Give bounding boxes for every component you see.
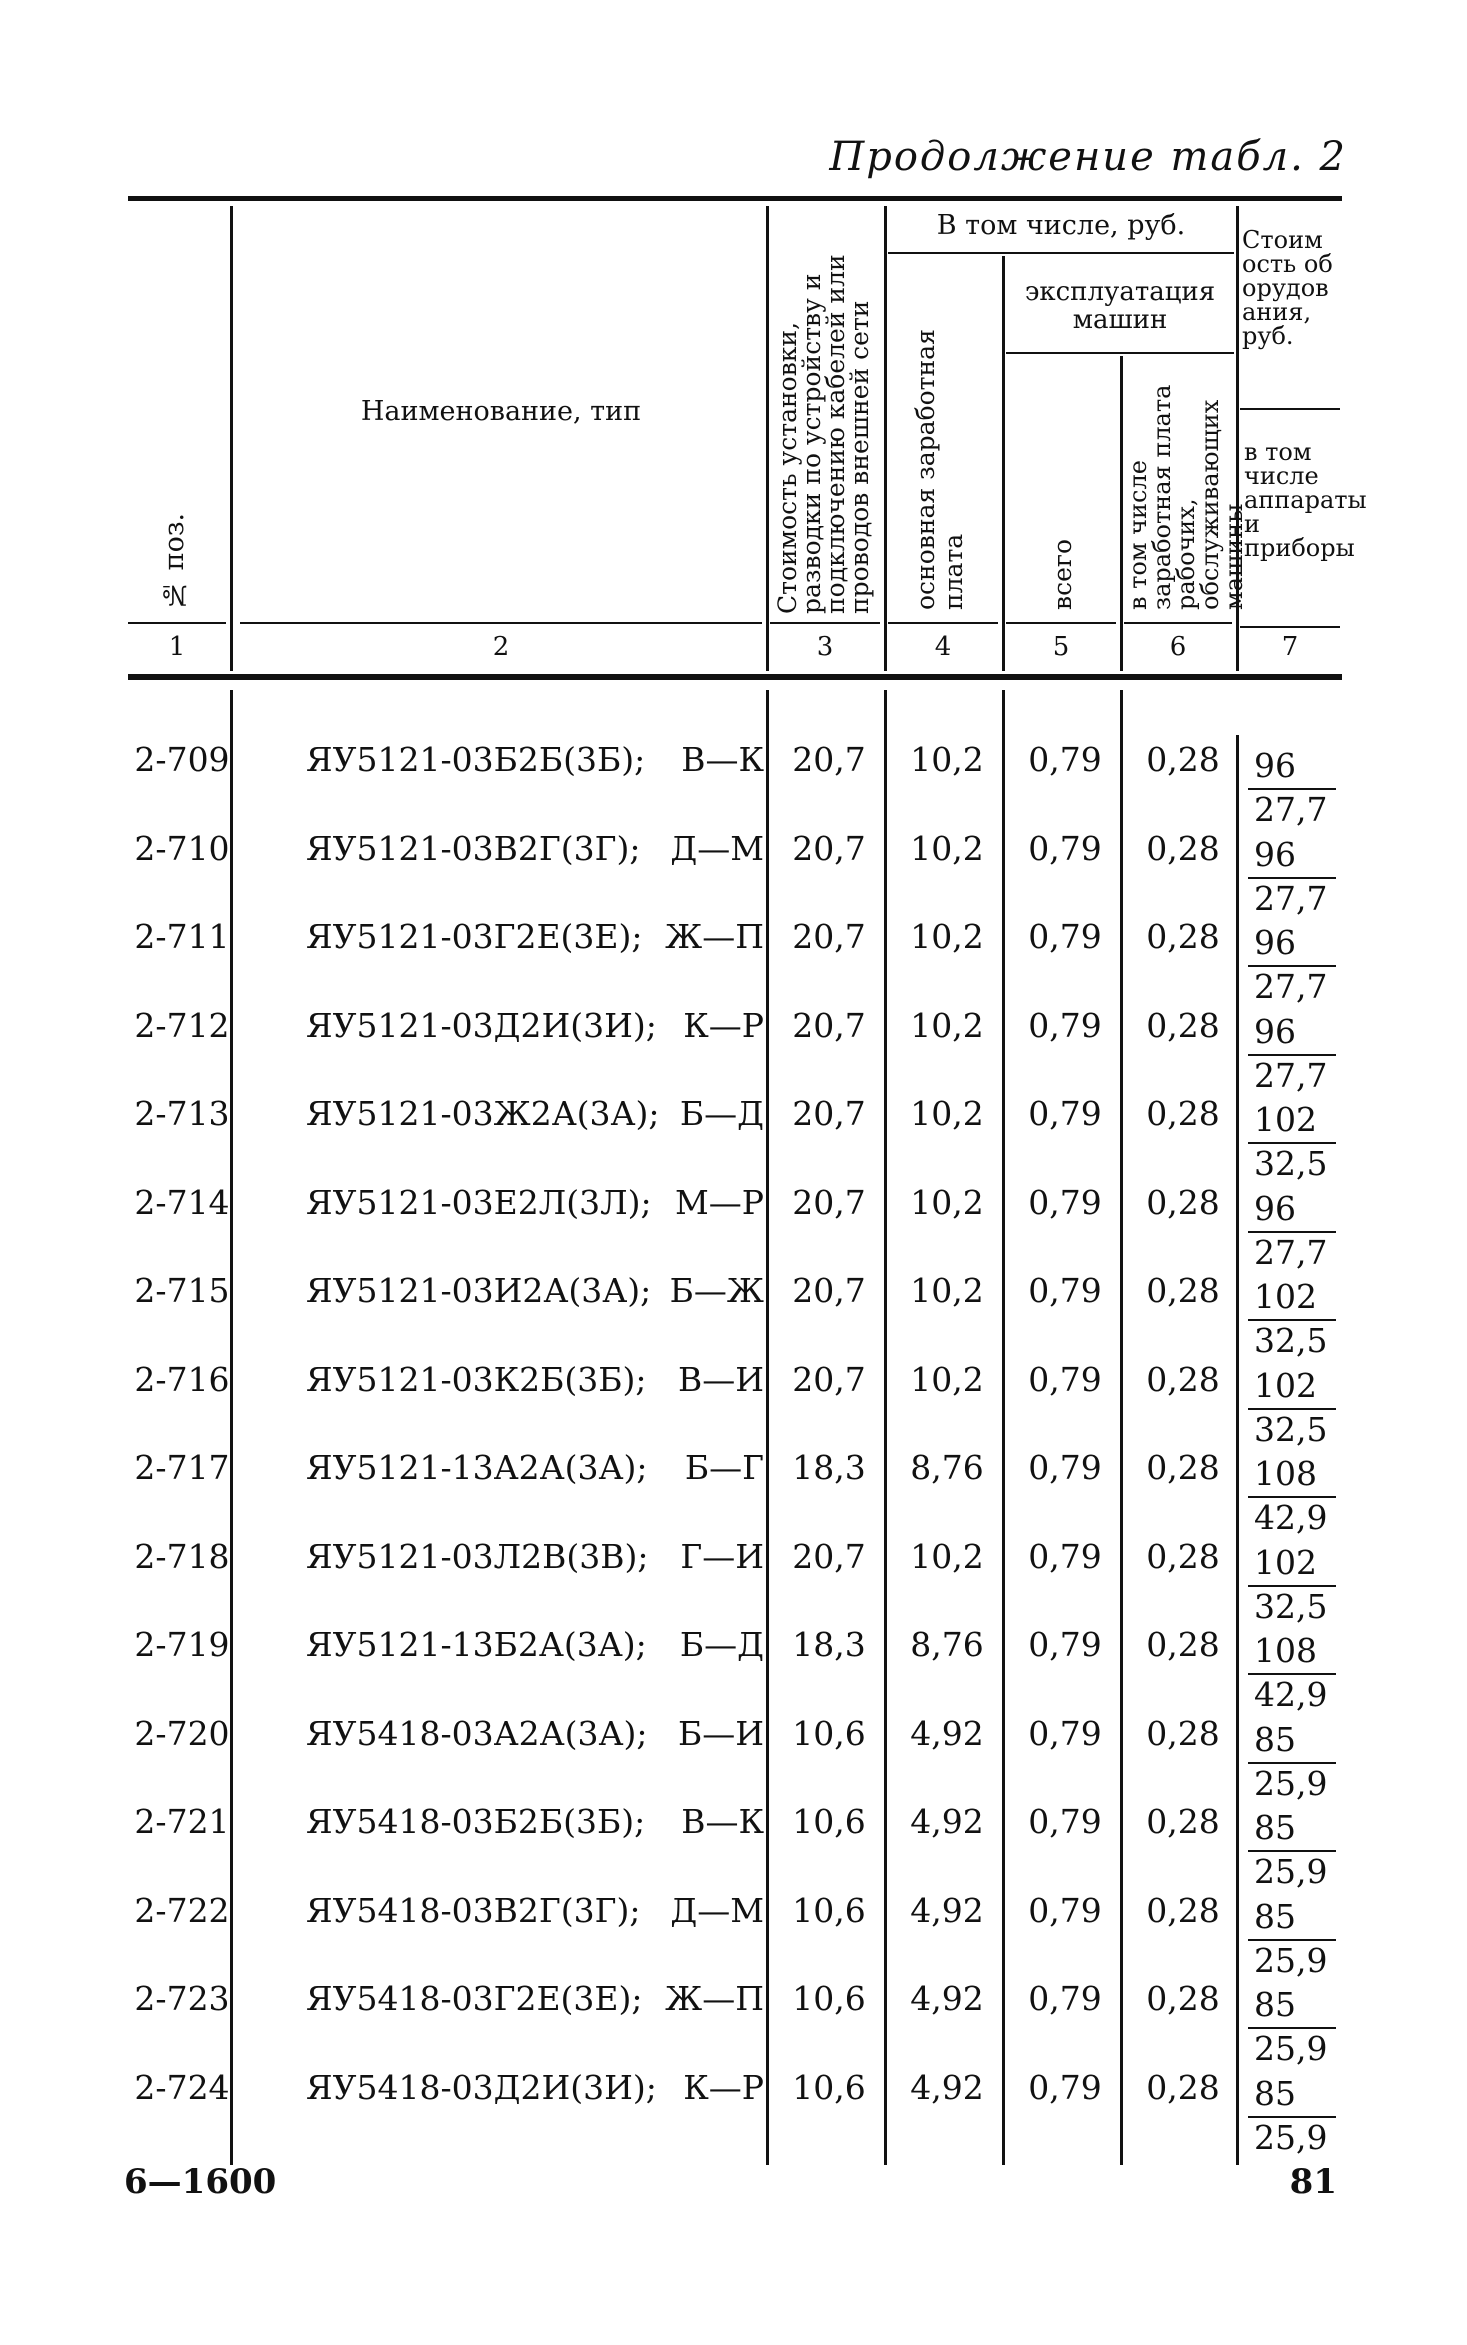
row-install-cost: 10,6 (792, 1979, 866, 2018)
row-devices-cost: 25,9 (1254, 2029, 1328, 2068)
row-range: Б—Г (684, 1448, 764, 1487)
row-operation-salary: 0,28 (1146, 1360, 1220, 1399)
row-base-salary: 10,2 (910, 917, 984, 956)
row-operation-salary: 0,28 (1146, 1006, 1220, 1045)
row-operation-salary: 0,28 (1146, 1802, 1220, 1841)
row-operation-total: 0,79 (1028, 1625, 1102, 1664)
row-name: ЯУ5121-03Д2И(3И); (306, 1006, 657, 1045)
row-range: Б—Ж (669, 1271, 764, 1310)
row-install-cost: 18,3 (792, 1448, 866, 1487)
row-range: В—И (677, 1360, 764, 1399)
row-devices-cost: 32,5 (1254, 1410, 1328, 1449)
row-install-cost: 20,7 (792, 1094, 866, 1133)
row-operation-salary: 0,28 (1146, 1183, 1220, 1222)
header-subrule (888, 252, 1234, 254)
body-divider (884, 690, 887, 2165)
row-range: Б—И (677, 1714, 764, 1753)
row-position: 2-721 (134, 1802, 230, 1841)
row-range: В—К (681, 740, 764, 779)
row-base-salary: 4,92 (910, 1714, 984, 1753)
row-equipment-cost: 96 (1254, 923, 1296, 962)
row-range: Г—И (680, 1537, 764, 1576)
row-name: ЯУ5121-13Б2А(3А); (306, 1625, 647, 1664)
col-number: 7 (1281, 632, 1299, 662)
row-operation-salary: 0,28 (1146, 1714, 1220, 1753)
row-devices-cost: 25,9 (1254, 1941, 1328, 1980)
row-operation-total: 0,79 (1028, 1271, 1102, 1310)
row-base-salary: 10,2 (910, 1271, 984, 1310)
row-equipment-cost: 85 (1254, 1897, 1296, 1936)
row-position: 2-723 (134, 1979, 230, 2018)
row-install-cost: 20,7 (792, 917, 866, 956)
header-subrule (240, 622, 762, 624)
row-operation-total: 0,79 (1028, 1448, 1102, 1487)
body-divider (766, 690, 769, 2165)
row-operation-salary: 0,28 (1146, 2068, 1220, 2107)
row-operation-salary: 0,28 (1146, 829, 1220, 868)
row-range: Ж—П (665, 917, 764, 956)
header-divider (766, 206, 769, 671)
col-number: 4 (934, 632, 952, 662)
row-base-salary: 4,92 (910, 1979, 984, 2018)
row-install-cost: 10,6 (792, 1891, 866, 1930)
row-operation-total: 0,79 (1028, 1537, 1102, 1576)
row-name: ЯУ5121-03В2Г(3Г); (306, 829, 641, 868)
row-base-salary: 10,2 (910, 829, 984, 868)
body-divider (1002, 690, 1005, 2165)
row-position: 2-713 (134, 1094, 230, 1133)
row-operation-salary: 0,28 (1146, 1271, 1220, 1310)
row-install-cost: 20,7 (792, 1360, 866, 1399)
header-subrule (1240, 408, 1340, 410)
row-name: ЯУ5418-03Б2Б(3Б); (306, 1802, 646, 1841)
header-divider (230, 206, 233, 671)
col-number: 2 (492, 632, 510, 662)
row-install-cost: 20,7 (792, 1537, 866, 1576)
row-operation-total: 0,79 (1028, 2068, 1102, 2107)
header-pos: № поз. (159, 512, 190, 610)
row-position: 2-718 (134, 1537, 230, 1576)
row-base-salary: 4,92 (910, 1891, 984, 1930)
row-operation-total: 0,79 (1028, 1094, 1102, 1133)
row-base-salary: 4,92 (910, 2068, 984, 2107)
row-devices-cost: 25,9 (1254, 2118, 1328, 2157)
row-equipment-cost: 102 (1254, 1100, 1317, 1139)
row-devices-cost: 25,9 (1254, 1852, 1328, 1891)
row-equipment-cost: 108 (1254, 1454, 1317, 1493)
header-base-salary: основная заработная плата (911, 329, 968, 610)
row-install-cost: 20,7 (792, 1006, 866, 1045)
header-divider (1120, 356, 1123, 671)
col-number: 5 (1052, 632, 1070, 662)
row-devices-cost: 42,9 (1254, 1498, 1328, 1537)
row-operation-total: 0,79 (1028, 1006, 1102, 1045)
row-operation-total: 0,79 (1028, 829, 1102, 868)
row-equipment-cost: 85 (1254, 1808, 1296, 1847)
row-operation-total: 0,79 (1028, 1183, 1102, 1222)
row-equipment-cost: 96 (1254, 1189, 1296, 1228)
header-incl-group: В том числе, руб. (936, 210, 1186, 241)
row-position: 2-714 (134, 1183, 230, 1222)
row-base-salary: 10,2 (910, 1094, 984, 1133)
row-name: ЯУ5121-03Б2Б(3Б); (306, 740, 646, 779)
row-devices-cost: 27,7 (1254, 967, 1328, 1006)
table-title: Продолжение табл. 2 (829, 134, 1347, 180)
row-range: Ж—П (665, 1979, 764, 2018)
row-base-salary: 10,2 (910, 1006, 984, 1045)
row-devices-cost: 27,7 (1254, 790, 1328, 829)
row-range: К—Р (683, 2068, 764, 2107)
header-name: Наименование, тип (360, 396, 642, 427)
row-operation-total: 0,79 (1028, 1979, 1102, 2018)
row-equipment-cost: 102 (1254, 1366, 1317, 1405)
row-position: 2-710 (134, 829, 230, 868)
row-name: ЯУ5121-03Ж2А(3А); (306, 1094, 660, 1133)
row-range: В—К (681, 1802, 764, 1841)
row-name: ЯУ5418-03В2Г(3Г); (306, 1891, 641, 1930)
header-total: всего (1048, 538, 1077, 610)
header-install-cost: Стоимость установки, разводки по устройству и подключению кабелей или проводов внешней сети (773, 254, 874, 614)
row-name: ЯУ5121-13А2А(3А); (306, 1448, 648, 1487)
row-operation-total: 0,79 (1028, 1891, 1102, 1930)
row-devices-cost: 27,7 (1254, 1233, 1328, 1272)
row-install-cost: 20,7 (792, 1183, 866, 1222)
row-devices-cost: 27,7 (1254, 1056, 1328, 1095)
page-number: 81 (1289, 2162, 1337, 2202)
row-range: Д—М (670, 1891, 764, 1930)
body-divider (230, 690, 233, 2165)
row-name: ЯУ5121-03Е2Л(3Л); (306, 1183, 652, 1222)
row-position: 2-712 (134, 1006, 230, 1045)
row-position: 2-715 (134, 1271, 230, 1310)
row-install-cost: 10,6 (792, 2068, 866, 2107)
row-base-salary: 10,2 (910, 1183, 984, 1222)
row-base-salary: 10,2 (910, 1537, 984, 1576)
col-number: 6 (1169, 632, 1187, 662)
body-divider (1120, 690, 1123, 2165)
header-subrule (1124, 622, 1232, 624)
row-install-cost: 20,7 (792, 740, 866, 779)
row-operation-salary: 0,28 (1146, 740, 1220, 779)
row-position: 2-711 (134, 917, 230, 956)
row-devices-cost: 32,5 (1254, 1587, 1328, 1626)
row-base-salary: 10,2 (910, 1360, 984, 1399)
row-devices-cost: 32,5 (1254, 1144, 1328, 1183)
row-devices-cost: 42,9 (1254, 1675, 1328, 1714)
footer-print-code: 6—1600 (124, 2162, 277, 2202)
row-name: ЯУ5418-03Д2И(3И); (306, 2068, 657, 2107)
row-install-cost: 20,7 (792, 1271, 866, 1310)
row-position: 2-720 (134, 1714, 230, 1753)
header-operation-group: эксплуатация машин (1024, 277, 1216, 335)
row-operation-total: 0,79 (1028, 740, 1102, 779)
row-name: ЯУ5418-03Г2Е(3Е); (306, 1979, 643, 2018)
header-divider (884, 206, 887, 671)
row-position: 2-709 (134, 740, 230, 779)
row-operation-total: 0,79 (1028, 1802, 1102, 1841)
top-rule (128, 196, 1342, 201)
row-operation-salary: 0,28 (1146, 1625, 1220, 1664)
header-subrule (1006, 352, 1234, 354)
row-devices-cost: 25,9 (1254, 1764, 1328, 1803)
row-position: 2-717 (134, 1448, 230, 1487)
row-operation-total: 0,79 (1028, 1360, 1102, 1399)
row-equipment-cost: 108 (1254, 1631, 1317, 1670)
row-devices-cost: 27,7 (1254, 879, 1328, 918)
row-operation-salary: 0,28 (1146, 1448, 1220, 1487)
row-operation-salary: 0,28 (1146, 1979, 1220, 2018)
row-name: ЯУ5121-03К2Б(3Б); (306, 1360, 647, 1399)
row-install-cost: 10,6 (792, 1714, 866, 1753)
row-range: Б—Д (679, 1625, 764, 1664)
col-number: 3 (816, 632, 834, 662)
row-operation-total: 0,79 (1028, 917, 1102, 956)
row-equipment-cost: 85 (1254, 1720, 1296, 1759)
row-operation-salary: 0,28 (1146, 917, 1220, 956)
row-equipment-cost: 85 (1254, 1985, 1296, 2024)
row-range: Д—М (670, 829, 764, 868)
row-position: 2-716 (134, 1360, 230, 1399)
row-equipment-cost: 96 (1254, 746, 1296, 785)
header-divider (1002, 256, 1005, 671)
header-subrule (1006, 622, 1116, 624)
row-operation-salary: 0,28 (1146, 1891, 1220, 1930)
header-subrule (770, 622, 880, 624)
row-equipment-cost: 96 (1254, 1012, 1296, 1051)
row-base-salary: 4,92 (910, 1802, 984, 1841)
header-subrule (888, 622, 998, 624)
row-name: ЯУ5121-03И2А(3А); (306, 1271, 652, 1310)
row-equipment-cost: 96 (1254, 835, 1296, 874)
header-bottom-rule (128, 674, 1342, 680)
row-install-cost: 18,3 (792, 1625, 866, 1664)
row-base-salary: 8,76 (910, 1448, 984, 1487)
row-operation-salary: 0,28 (1146, 1094, 1220, 1133)
row-base-salary: 10,2 (910, 740, 984, 779)
header-incl-devices: в том числе аппараты и приборы (1244, 438, 1367, 562)
header-equip-cost: Стоимость оборудования, руб. (1242, 226, 1333, 350)
row-install-cost: 20,7 (792, 829, 866, 868)
row-name: ЯУ5121-03Г2Е(3Е); (306, 917, 643, 956)
row-name: ЯУ5418-03А2А(3А); (306, 1714, 648, 1753)
row-base-salary: 8,76 (910, 1625, 984, 1664)
header-subrule (1240, 626, 1340, 628)
row-equipment-cost: 102 (1254, 1277, 1317, 1316)
row-position: 2-722 (134, 1891, 230, 1930)
row-equipment-cost: 85 (1254, 2074, 1296, 2113)
header-incl-salary: в том числе заработная плата рабочих, обслуживающих машины (1124, 384, 1248, 610)
col-number: 1 (168, 632, 186, 662)
row-position: 2-719 (134, 1625, 230, 1664)
row-install-cost: 10,6 (792, 1802, 866, 1841)
row-range: М—Р (675, 1183, 764, 1222)
row-equipment-cost: 102 (1254, 1543, 1317, 1582)
row-range: К—Р (683, 1006, 764, 1045)
row-position: 2-724 (134, 2068, 230, 2107)
row-devices-cost: 32,5 (1254, 1321, 1328, 1360)
row-range: Б—Д (679, 1094, 764, 1133)
row-operation-total: 0,79 (1028, 1714, 1102, 1753)
header-subrule (128, 622, 226, 624)
row-operation-salary: 0,28 (1146, 1537, 1220, 1576)
row-name: ЯУ5121-03Л2В(3В); (306, 1537, 649, 1576)
